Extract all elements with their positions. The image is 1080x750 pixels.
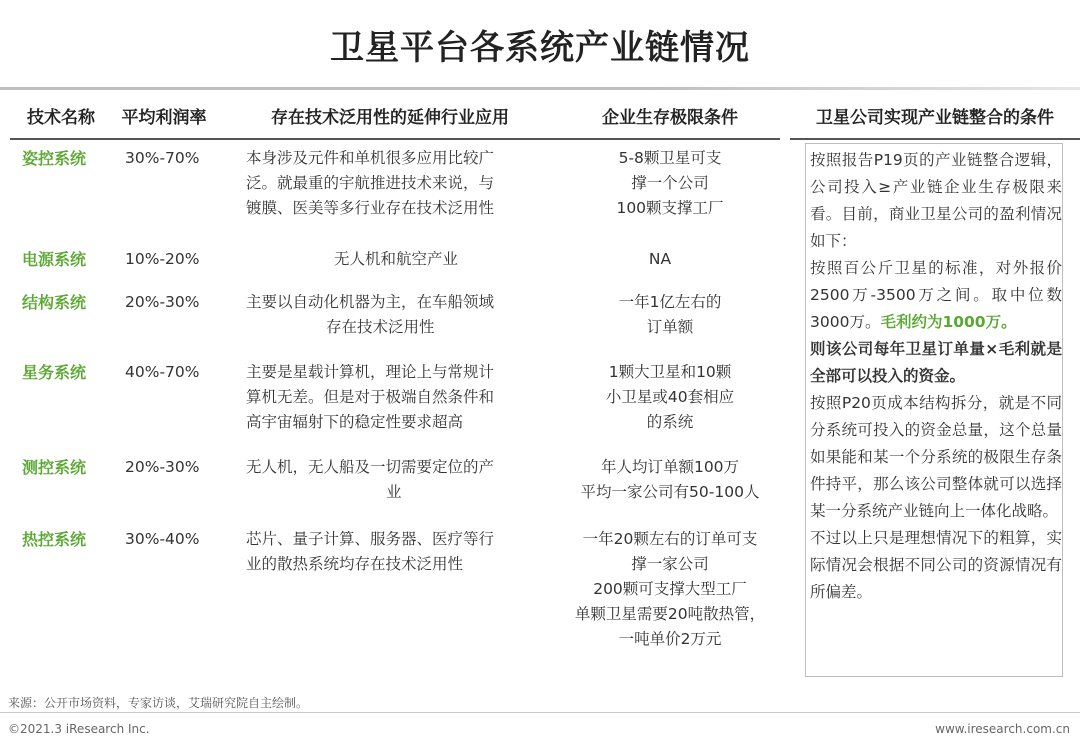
source-note: 来源：公开市场资料，专家访谈，艾瑞研究院自主绘制。 [8,696,309,710]
row-limits: 一年1亿左右的 订单额 [618,293,722,336]
row-name-attitude-control: 姿控系统 [22,149,87,168]
integration-paragraph-5: 不过以上只是理想情况下的粗算，实际情况会根据不同公司的资源情况有所偏差。 [810,529,1062,601]
header-extended-apps: 存在技术泛用性的延伸行业应用 [271,108,509,128]
header-survival-limits: 企业生存极限条件 [602,108,738,128]
row-name-thermal: 热控系统 [22,530,87,549]
row-limits: NA [648,250,672,268]
row-apps: 无人机，无人船及一切需要定位的产 业 [246,458,495,501]
header-divider-right [790,138,1080,140]
title-divider [0,87,1080,90]
header-avg-margin: 平均利润率 [121,108,207,128]
copyright: ©2021.3 iResearch Inc. [8,722,150,736]
integration-conditions-box [805,143,1063,677]
integration-paragraph-1: 按照报告P19页的产业链整合逻辑，公司投入≥产业链企业生存极限来看。目前，商业卫星公司的盈利情况如下： [810,151,1062,250]
row-margin: 30%-70% [125,149,200,167]
row-margin: 40%-70% [125,363,200,381]
row-margin: 10%-20% [125,250,200,268]
row-margin: 20%-30% [125,458,200,476]
row-name-ttc: 测控系统 [22,458,87,477]
row-name-structure: 结构系统 [22,293,87,312]
row-margin: 20%-30% [125,293,200,311]
website-link[interactable]: www.iresearch.com.cn [935,722,1070,736]
row-limits: 一年20颗左右的订单可支 撑一家公司 200颗可支撑大型工厂 单颗卫星需要20吨散热管， 一吨单价2万元 [574,530,766,648]
row-apps: 本身涉及元件和单机很多应用比较广 泛。就最重的宇航推进技术来说，与 镀膜、医美等多行业存在技术泛用性 [246,149,495,217]
row-apps: 无人机和航空产业 [333,250,458,268]
row-margin: 30%-40% [125,530,200,548]
row-limits: 年人均订单额100万 平均一家公司有50-100人 [580,458,760,501]
row-limits: 1颗大卫星和10颗 小卫星或40套相应 的系统 [605,363,735,431]
header-tech-name: 技术名称 [27,108,95,128]
integration-paragraph-4: 按照P20页成本结构拆分，就是不同分系统可投入的资金总量，这个总量如果能和某一个分系统的极限生存条件持平，那么该公司整体就可以选择某一分系统产业链向上一体化战略。 [810,394,1062,520]
footer-divider [0,712,1080,713]
integration-paragraph-3: 则该公司每年卫星订单量×毛利就是全部可以投入的资金。 [810,340,1062,385]
header-integration-conditions: 卫星公司实现产业链整合的条件 [816,108,1054,128]
row-apps: 芯片、量子计算、服务器、医疗等行 业的散热系统均存在技术泛用性 [246,530,495,573]
row-apps: 主要以自动化机器为主，在车船领域 存在技术泛用性 [246,293,495,336]
row-limits: 5-8颗卫星可支 撑一个公司 100颗支撑工厂 [616,149,724,217]
row-name-housekeeping: 星务系统 [22,363,87,382]
margin-highlight: 毛利约为1000万。 [880,313,1017,331]
page-title: 卫星平台各系统产业链情况 [330,28,750,68]
row-apps: 主要是星载计算机，理论上与常规计 算机无差。但是对于极端自然条件和 高宇宙辐射下的稳定性要求超高 [246,363,495,431]
integration-paragraph-2: 按照百公斤卫星的标准，对外报价2500万-3500万之间。取中位数3000万。毛利约为1000万。 [810,259,1062,331]
header-divider [10,138,780,140]
row-name-power: 电源系统 [22,250,87,269]
